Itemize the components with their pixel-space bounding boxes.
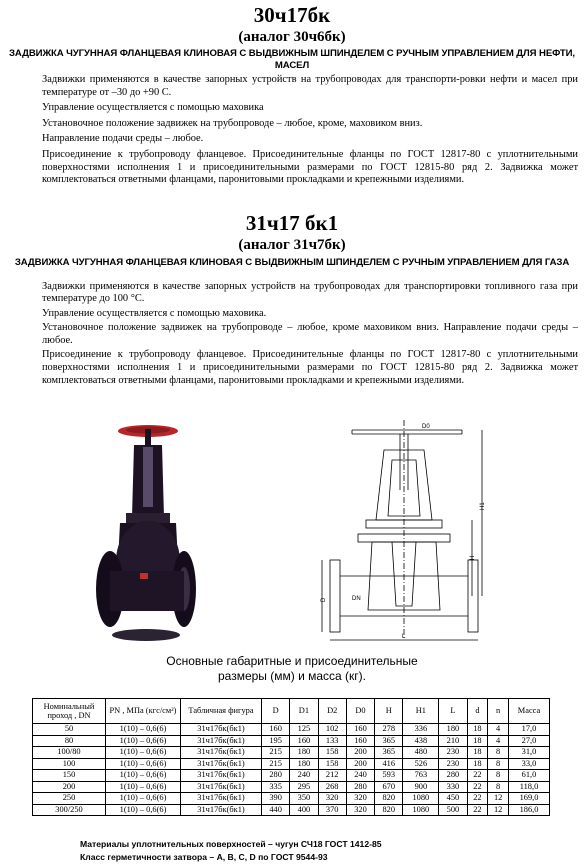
table-cell: 240 bbox=[346, 770, 374, 782]
table-cell: 1(10) – 0,6(6) bbox=[106, 804, 181, 816]
table-cell: 18 bbox=[467, 747, 488, 759]
table-cell: 200 bbox=[346, 758, 374, 770]
table-header-row bbox=[33, 699, 550, 724]
table-cell: 4 bbox=[488, 724, 509, 736]
table-cell: 31ч17бк(бк1) bbox=[181, 724, 262, 736]
paragraph: Управление осуществляется с помощью маховика. bbox=[42, 307, 267, 319]
product-title-2: 31ч17 бк1 bbox=[245, 211, 339, 235]
col-header: D1 bbox=[290, 699, 318, 724]
table-cell: 158 bbox=[318, 758, 346, 770]
table-cell: 280 bbox=[439, 770, 467, 782]
table-cell: 820 bbox=[375, 793, 403, 805]
table-cell: 50 bbox=[33, 724, 106, 736]
caption-line-2: размеры (мм) и масса (кг). bbox=[217, 669, 367, 683]
table-cell: 200 bbox=[33, 781, 106, 793]
table-cell: 200 bbox=[346, 747, 374, 759]
table-cell: 1(10) – 0,6(6) bbox=[106, 735, 181, 747]
table-cell: 370 bbox=[318, 804, 346, 816]
table-cell: 31ч17бк(бк1) bbox=[181, 735, 262, 747]
section-2 bbox=[0, 212, 584, 387]
table-cell: 186,0 bbox=[509, 804, 550, 816]
paragraph: Присоединение к трубопроводу фланцевое. Присоединительные фланцы по ГОСТ 12817-80 с уплотнительными поверхностями исполнения 1 и присоединительными размерами по ГОСТ 12815-80 ряд 2. Задвижка может комплектоваться ответными фланцами, паронитовыми прокладками и крепежными изделиями. bbox=[42, 349, 578, 386]
col-header: D2 bbox=[318, 699, 346, 724]
col-header: Номинальный проход , DN bbox=[33, 699, 106, 724]
table-cell: 31ч17бк(бк1) bbox=[181, 770, 262, 782]
table-cell: 1(10) – 0,6(6) bbox=[106, 781, 181, 793]
table-cell: 33,0 bbox=[509, 758, 550, 770]
table-cell: 12 bbox=[488, 804, 509, 816]
caption-line-1: Основные габаритные и присоединительные bbox=[166, 654, 418, 668]
table-row bbox=[33, 724, 550, 736]
col-header: Масса bbox=[509, 699, 550, 724]
col-header: H1 bbox=[403, 699, 439, 724]
table-cell: 268 bbox=[318, 781, 346, 793]
table-cell: 280 bbox=[262, 770, 290, 782]
table-cell: 8 bbox=[488, 758, 509, 770]
table-cell: 250 bbox=[33, 793, 106, 805]
table-cell: 160 bbox=[290, 735, 318, 747]
table-cell: 31ч17бк(бк1) bbox=[181, 758, 262, 770]
table-cell: 18 bbox=[467, 724, 488, 736]
table-cell: 670 bbox=[375, 781, 403, 793]
table-cell: 102 bbox=[318, 724, 346, 736]
drawing-label-d0: D0 bbox=[422, 424, 430, 430]
footer-line-2: Класс герметичности затвора – А, В, С, D по ГОСТ 9544-93 bbox=[80, 852, 328, 862]
drawing-label-h1: H1 bbox=[480, 502, 486, 510]
table-row bbox=[33, 758, 550, 770]
table-cell: 280 bbox=[346, 781, 374, 793]
table-cell: 22 bbox=[467, 804, 488, 816]
table-cell: 180 bbox=[439, 724, 467, 736]
table-cell: 390 bbox=[262, 793, 290, 805]
table-cell: 300/250 bbox=[33, 804, 106, 816]
col-header: H bbox=[375, 699, 403, 724]
table-cell: 17,0 bbox=[509, 724, 550, 736]
table-cell: 1080 bbox=[403, 793, 439, 805]
drawing-label-l: L bbox=[402, 634, 406, 640]
table-cell: 500 bbox=[439, 804, 467, 816]
product-title-1: 30ч17бк bbox=[253, 3, 331, 27]
table-cell: 80 bbox=[33, 735, 106, 747]
table-cell: 100/80 bbox=[33, 747, 106, 759]
table-cell: 230 bbox=[439, 747, 467, 759]
table-cell: 763 bbox=[403, 770, 439, 782]
table-row bbox=[33, 781, 550, 793]
table-cell: 125 bbox=[290, 724, 318, 736]
table-cell: 900 bbox=[403, 781, 439, 793]
table-cell: 440 bbox=[262, 804, 290, 816]
table-cell: 4 bbox=[488, 735, 509, 747]
analog-2: (аналог 31ч7бк) bbox=[238, 237, 346, 253]
table-cell: 31ч17бк(бк1) bbox=[181, 747, 262, 759]
table-cell: 820 bbox=[375, 804, 403, 816]
table-cell: 22 bbox=[467, 781, 488, 793]
table-cell: 1(10) – 0,6(6) bbox=[106, 793, 181, 805]
table-cell: 133 bbox=[318, 735, 346, 747]
table-cell: 416 bbox=[375, 758, 403, 770]
table-cell: 215 bbox=[262, 758, 290, 770]
col-header: L bbox=[439, 699, 467, 724]
table-cell: 1(10) – 0,6(6) bbox=[106, 724, 181, 736]
table-cell: 450 bbox=[439, 793, 467, 805]
table-cell: 31ч17бк(бк1) bbox=[181, 804, 262, 816]
table-cell: 320 bbox=[318, 793, 346, 805]
table-cell: 18 bbox=[467, 735, 488, 747]
valve-drawing bbox=[322, 420, 490, 646]
table-cell: 336 bbox=[403, 724, 439, 736]
col-header: Табличная фигура bbox=[181, 699, 262, 724]
table-cell: 18 bbox=[467, 758, 488, 770]
specs-table bbox=[32, 698, 550, 816]
table-cell: 158 bbox=[318, 747, 346, 759]
paragraph: Задвижки применяются в качестве запорных устройств на трубопроводах для транспортировки топливного газа при температуре до 100 °С. bbox=[42, 280, 578, 305]
table-cell: 27,0 bbox=[509, 735, 550, 747]
col-header: d bbox=[467, 699, 488, 724]
table-cell: 8 bbox=[488, 770, 509, 782]
paragraph: Направление подачи среды – любое. bbox=[42, 133, 204, 145]
table-cell: 8 bbox=[488, 747, 509, 759]
table-cell: 335 bbox=[262, 781, 290, 793]
paragraph: Присоединение к трубопроводу фланцевое. Присоединительные фланцы по ГОСТ 12817-80 с уплотнительными поверхностями исполнения 1 и присоединительными размерами по ГОСТ 12815-80 ряд 2. Задвижка может комплектоваться ответными фланцами, паронитовыми прокладками и крепежными изделиями. bbox=[42, 148, 578, 186]
table-cell: 12 bbox=[488, 793, 509, 805]
table-cell: 593 bbox=[375, 770, 403, 782]
table-cell: 320 bbox=[346, 804, 374, 816]
section-1 bbox=[0, 4, 584, 187]
table-cell: 526 bbox=[403, 758, 439, 770]
table-cell: 1080 bbox=[403, 804, 439, 816]
table-cell: 160 bbox=[346, 735, 374, 747]
table-cell: 1(10) – 0,6(6) bbox=[106, 758, 181, 770]
drawing-label-d: D bbox=[321, 597, 327, 602]
paragraph: Установочное положение задвижек на трубопроводе – любое, кроме маховиком вниз. Направление подачи среды – любое. bbox=[42, 322, 578, 346]
table-cell: 195 bbox=[262, 735, 290, 747]
product-heading-2: ЗАДВИЖКА ЧУГУННАЯ ФЛАНЦЕВАЯ КЛИНОВАЯ С ВЫДВИЖНЫМ ШПИНДЕЛЕМ С РУЧНЫМ УПРАВЛЕНИЕМ ДЛЯ ГАЗА bbox=[14, 257, 570, 268]
table-cell: 230 bbox=[439, 758, 467, 770]
col-header: n bbox=[488, 699, 509, 724]
table-cell: 212 bbox=[318, 770, 346, 782]
table-cell: 169,0 bbox=[509, 793, 550, 805]
table-row bbox=[33, 804, 550, 816]
table-cell: 1(10) – 0,6(6) bbox=[106, 747, 181, 759]
table-cell: 31ч17бк(бк1) bbox=[181, 793, 262, 805]
table-cell: 330 bbox=[439, 781, 467, 793]
table-cell: 295 bbox=[290, 781, 318, 793]
paragraph: Установочное положение задвижек на трубопроводе – любое, кроме, маховиком вниз. bbox=[42, 117, 423, 129]
col-header: PN , МПа (кгс/см²) bbox=[106, 699, 181, 724]
table-cell: 118,0 bbox=[509, 781, 550, 793]
table-cell: 31,0 bbox=[509, 747, 550, 759]
table-cell: 61,0 bbox=[509, 770, 550, 782]
table-cell: 350 bbox=[290, 793, 318, 805]
table-cell: 8 bbox=[488, 781, 509, 793]
table-cell: 100 bbox=[33, 758, 106, 770]
table-cell: 210 bbox=[439, 735, 467, 747]
table-cell: 22 bbox=[467, 793, 488, 805]
table-row bbox=[33, 735, 550, 747]
valve-photo bbox=[96, 421, 196, 643]
paragraph: Управление осуществляется с помощью маховика bbox=[42, 102, 264, 114]
table-cell: 365 bbox=[375, 747, 403, 759]
table-cell: 215 bbox=[262, 747, 290, 759]
table-cell: 240 bbox=[290, 770, 318, 782]
drawing-label-dn: DN bbox=[352, 596, 361, 602]
table-cell: 438 bbox=[403, 735, 439, 747]
paragraph: Задвижки применяются в качестве запорных устройств на трубопроводах для транспорти-ровки нефти и масел при температуре от –30 до +90 С. bbox=[42, 74, 578, 98]
col-header: D0 bbox=[346, 699, 374, 724]
footer-line-1: Материалы уплотнительных поверхностей – чугун СЧ18 ГОСТ 1412-85 bbox=[80, 839, 382, 849]
table-cell: 180 bbox=[290, 758, 318, 770]
table-cell: 22 bbox=[467, 770, 488, 782]
table-cell: 160 bbox=[262, 724, 290, 736]
table-row bbox=[33, 747, 550, 759]
table-row bbox=[33, 770, 550, 782]
analog-1: (аналог 30ч6бк) bbox=[238, 29, 346, 45]
figure-caption bbox=[0, 654, 584, 684]
drawing-label-h: H bbox=[470, 555, 476, 560]
table-cell: 320 bbox=[346, 793, 374, 805]
table-cell: 180 bbox=[290, 747, 318, 759]
table-cell: 400 bbox=[290, 804, 318, 816]
table-cell: 160 bbox=[346, 724, 374, 736]
table-cell: 480 bbox=[403, 747, 439, 759]
table-cell: 365 bbox=[375, 735, 403, 747]
table-row bbox=[33, 793, 550, 805]
table-cell: 1(10) – 0,6(6) bbox=[106, 770, 181, 782]
table-cell: 150 bbox=[33, 770, 106, 782]
product-heading-1: ЗАДВИЖКА ЧУГУННАЯ ФЛАНЦЕВАЯ КЛИНОВАЯ С ВЫДВИЖНЫМ ШПИНДЕЛЕМ С РУЧНЫМ УПРАВЛЕНИЕМ ДЛЯ НЕФТИ, МАСЕЛ bbox=[8, 48, 575, 71]
col-header: D bbox=[262, 699, 290, 724]
table-cell: 31ч17бк(бк1) bbox=[181, 781, 262, 793]
table-cell: 278 bbox=[375, 724, 403, 736]
